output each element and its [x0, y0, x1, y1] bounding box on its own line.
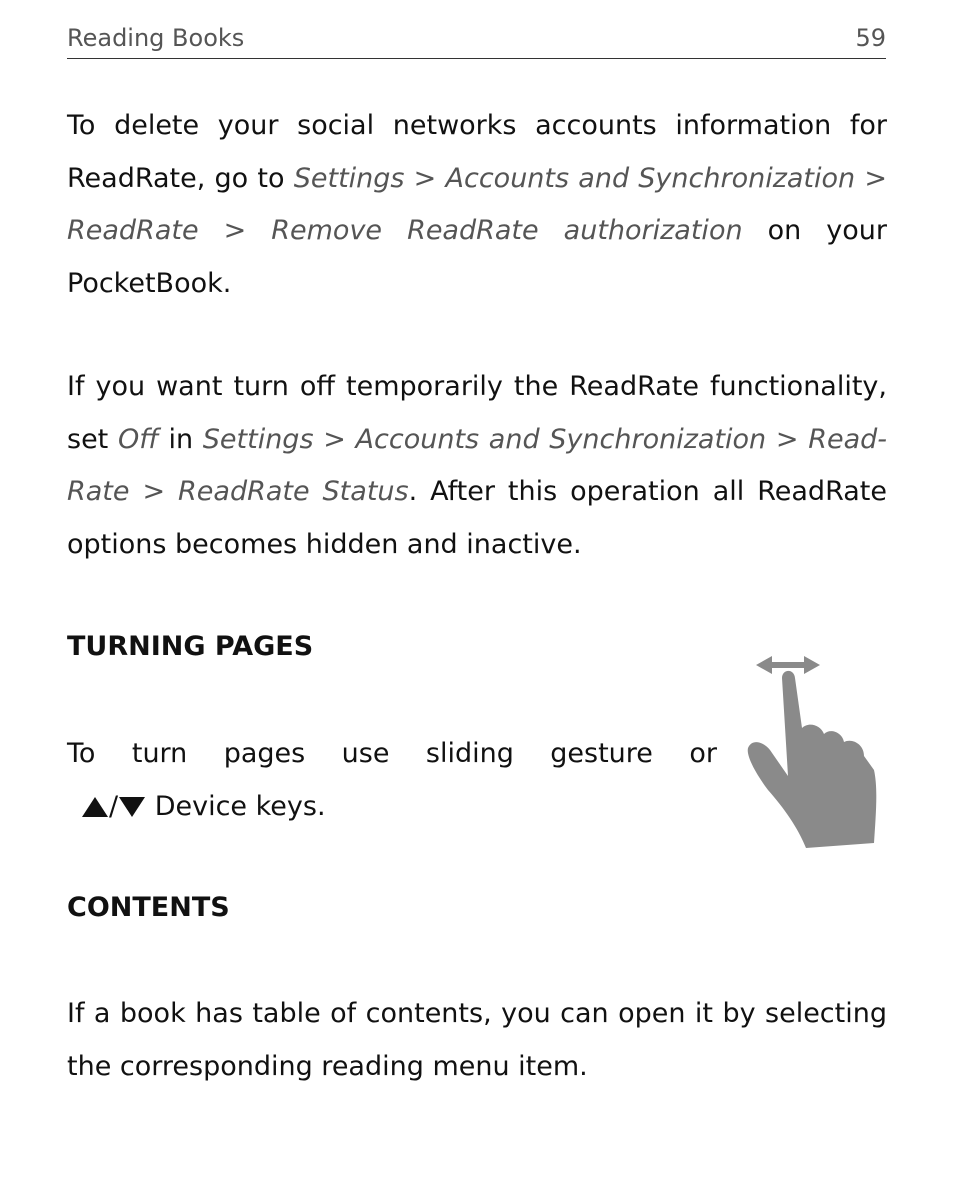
device-keys-line — [67, 780, 717, 833]
running-title: Reading Books — [67, 24, 245, 52]
word: turn — [131, 738, 188, 769]
settings-path: Settings > Accounts and Synchronization > ReadRate > Remove ReadRate authorization — [67, 162, 887, 246]
device-keys-text: Device keys. — [146, 791, 326, 822]
paragraph-turning-pages — [67, 727, 717, 833]
paragraph-text: If you want turn off temporarily the ReadRate functionality, set — [67, 371, 887, 455]
heading-turning-pages: TURNING PAGES — [67, 631, 314, 662]
page-number: 59 — [855, 24, 886, 52]
word: To — [67, 738, 96, 769]
page-header — [67, 22, 886, 59]
turning-line — [67, 727, 717, 780]
paragraph-text: on your PocketBook. — [67, 215, 887, 299]
triangle-down-icon — [118, 796, 146, 818]
paragraph-text: To delete your social networks accounts information for ReadRate, go to — [67, 110, 887, 194]
paragraph-turn-off-readrate — [67, 361, 887, 571]
triangle-up-icon — [81, 796, 109, 818]
word: pages — [223, 738, 306, 769]
paragraph-contents: If a book has table of contents, you can open it by selecting the corresponding reading menu item. — [67, 998, 887, 1082]
word: gesture — [550, 738, 653, 769]
paragraph-text: in — [158, 423, 203, 455]
word: or — [689, 738, 717, 769]
heading-contents: CONTENTS — [67, 892, 230, 923]
key-separator: / — [109, 791, 119, 822]
off-value: Off — [117, 423, 159, 455]
swipe-hand-icon — [738, 648, 883, 853]
settings-path: Settings > Accounts and Synchronization > ReadRate > ReadRate Status — [67, 423, 888, 507]
paragraph-delete-accounts — [67, 100, 887, 310]
paragraph-text: . After this operation all ReadRate options becomes hidden and inactive. — [67, 476, 887, 560]
word: use — [341, 738, 390, 769]
word: sliding — [425, 738, 514, 769]
